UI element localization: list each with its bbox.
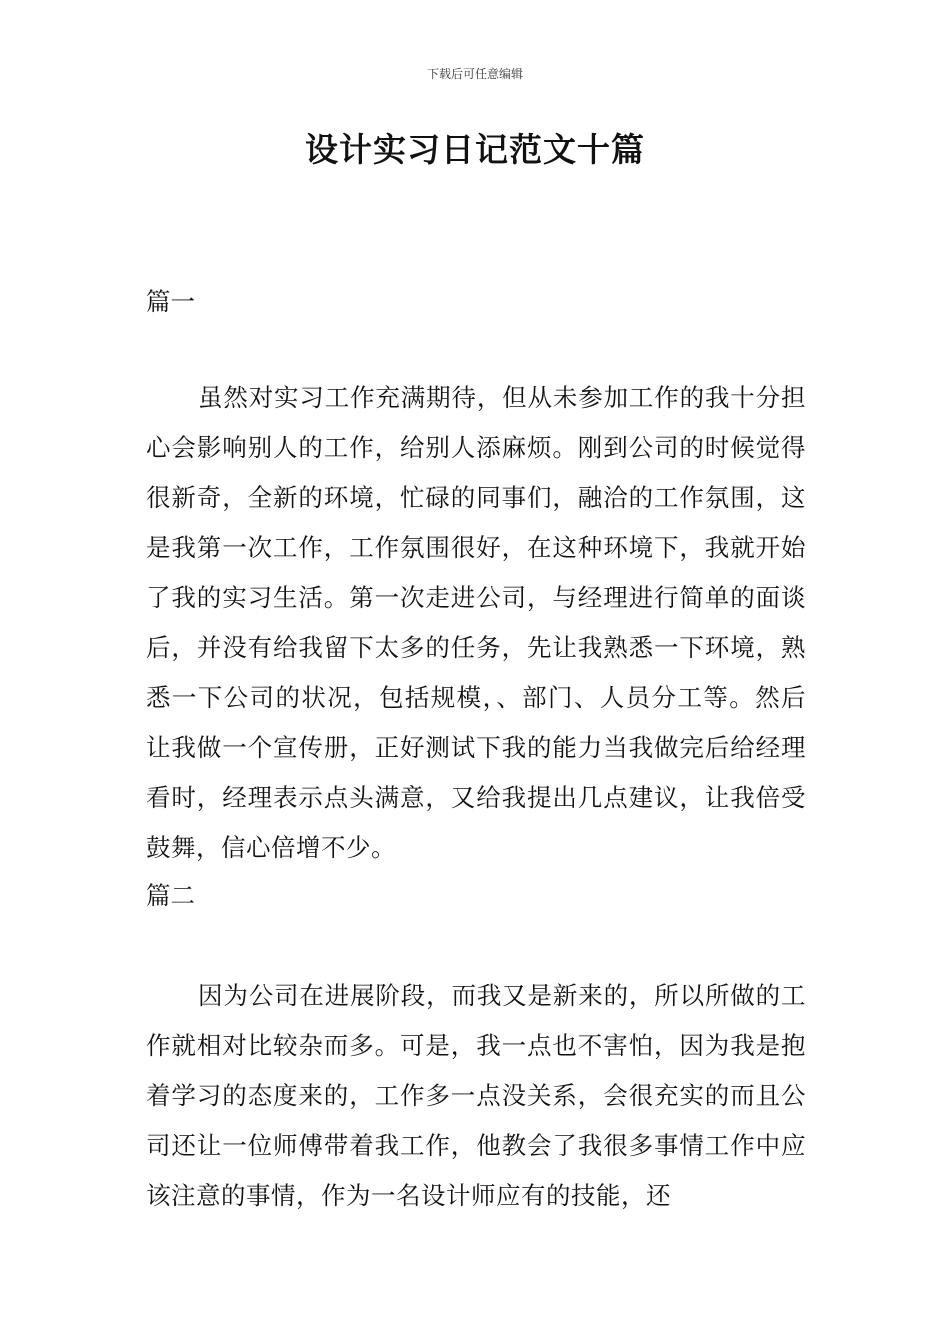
- section-heading-1: 篇一: [146, 287, 195, 316]
- document-title: 设计实习日记范文十篇: [305, 130, 645, 169]
- paragraph-1: 虽然对实习工作充满期待，但从未参加工作的我十分担心会影响别人的工作，给别人添麻烦。刚到公司的时候觉得很新奇，全新的环境，忙碌的同事们，融洽的工作氛围，这是我第一次工作，工作氛围很好，在这种环境下，我就开始了我的实习生活。第一次走进公司，与经理进行简单的面谈后，并没有给我留下太多的任务，先让我熟悉一下环境，熟悉一下公司的状况，包括规模，、部门、人员分工等。然后让我做一个宣传册，正好测试下我的能力当我做完后给经理看时，经理表示点头满意，又给我提出几点建议，让我倍受鼓舞，信心倍增不少。: [146, 383, 806, 862]
- header-note: 下载后可任意编辑: [426, 67, 523, 81]
- section-body-1: [146, 373, 806, 873]
- section-body-2: [146, 971, 806, 1221]
- section-heading-2: 篇二: [146, 881, 195, 910]
- paragraph-2: 因为公司在进展阶段，而我又是新来的，所以所做的工作就相对比较杂而多。可是，我一点也不害怕，因为我是抱着学习的态度来的，工作多一点没关系，会很充实的而且公司还让一位师傅带着我工作，他教会了我很多事情工作中应该注意的事情，作为一名设计师应有的技能，还: [146, 981, 806, 1210]
